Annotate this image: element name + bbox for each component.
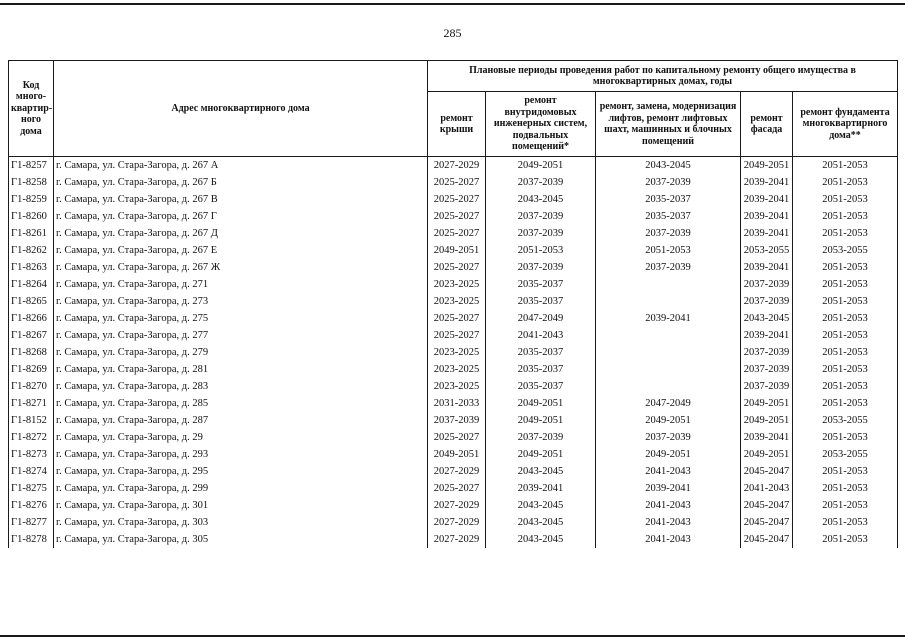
header-facade: ремонт фасада	[741, 92, 793, 157]
cell-foundation: 2053-2055	[793, 446, 898, 463]
cell-foundation: 2051-2053	[793, 531, 898, 548]
cell-roof: 2025-2027	[428, 174, 486, 191]
cell-code: Г1-8269	[9, 361, 54, 378]
cell-elevators: 2037-2039	[596, 225, 741, 242]
cell-roof: 2025-2027	[428, 225, 486, 242]
cell-address: г. Самара, ул. Стара-Загора, д. 301	[54, 497, 428, 514]
cell-elevators: 2035-2037	[596, 191, 741, 208]
cell-engineering: 2043-2045	[486, 191, 596, 208]
cell-foundation: 2051-2053	[793, 157, 898, 175]
cell-roof: 2025-2027	[428, 327, 486, 344]
cell-foundation: 2051-2053	[793, 497, 898, 514]
cell-code: Г1-8152	[9, 412, 54, 429]
cell-foundation: 2051-2053	[793, 293, 898, 310]
cell-elevators: 2049-2051	[596, 412, 741, 429]
cell-foundation: 2051-2053	[793, 361, 898, 378]
cell-roof: 2027-2029	[428, 157, 486, 175]
cell-foundation: 2051-2053	[793, 395, 898, 412]
table-row	[9, 174, 898, 191]
header-engineering: ремонт внутридомовых инженерных систем, подвальных помещений*	[486, 92, 596, 157]
cell-elevators: 2043-2045	[596, 157, 741, 175]
cell-foundation: 2051-2053	[793, 310, 898, 327]
top-rule	[0, 3, 905, 5]
table-body	[9, 157, 898, 549]
cell-engineering: 2049-2051	[486, 412, 596, 429]
table-row	[9, 310, 898, 327]
cell-foundation: 2051-2053	[793, 276, 898, 293]
cell-address: г. Самара, ул. Стара-Загора, д. 267 Д	[54, 225, 428, 242]
cell-foundation: 2051-2053	[793, 327, 898, 344]
table-row	[9, 191, 898, 208]
cell-foundation: 2053-2055	[793, 242, 898, 259]
page-number: 285	[443, 26, 462, 40]
cell-address: г. Самара, ул. Стара-Загора, д. 293	[54, 446, 428, 463]
cell-code: Г1-8274	[9, 463, 54, 480]
table-row	[9, 514, 898, 531]
cell-elevators	[596, 327, 741, 344]
cell-roof: 2023-2025	[428, 293, 486, 310]
cell-foundation: 2051-2053	[793, 463, 898, 480]
table-row	[9, 395, 898, 412]
cell-address: г. Самара, ул. Стара-Загора, д. 287	[54, 412, 428, 429]
header-roof: ремонт крыши	[428, 92, 486, 157]
cell-facade: 2049-2051	[741, 446, 793, 463]
cell-roof: 2027-2029	[428, 463, 486, 480]
cell-elevators: 2035-2037	[596, 208, 741, 225]
cell-facade: 2049-2051	[741, 412, 793, 429]
cell-facade: 2037-2039	[741, 378, 793, 395]
cell-code: Г1-8276	[9, 497, 54, 514]
cell-facade: 2037-2039	[741, 293, 793, 310]
cell-facade: 2045-2047	[741, 514, 793, 531]
cell-elevators	[596, 378, 741, 395]
cell-engineering: 2035-2037	[486, 361, 596, 378]
cell-engineering: 2041-2043	[486, 327, 596, 344]
cell-engineering: 2037-2039	[486, 174, 596, 191]
cell-facade: 2041-2043	[741, 480, 793, 497]
cell-facade: 2039-2041	[741, 174, 793, 191]
cell-address: г. Самара, ул. Стара-Загора, д. 29	[54, 429, 428, 446]
cell-code: Г1-8277	[9, 514, 54, 531]
cell-roof: 2025-2027	[428, 480, 486, 497]
cell-roof: 2023-2025	[428, 361, 486, 378]
cell-elevators: 2041-2043	[596, 497, 741, 514]
header-planned-periods: Плановые периоды проведения работ по капитальному ремонту общего имущества в многоквартирных домах, годы	[428, 61, 898, 92]
table-row	[9, 259, 898, 276]
table-row	[9, 293, 898, 310]
bottom-rule	[0, 635, 905, 637]
table-row	[9, 378, 898, 395]
cell-foundation: 2051-2053	[793, 480, 898, 497]
cell-code: Г1-8271	[9, 395, 54, 412]
cell-elevators	[596, 361, 741, 378]
cell-roof: 2049-2051	[428, 446, 486, 463]
table-row	[9, 276, 898, 293]
cell-address: г. Самара, ул. Стара-Загора, д. 267 Е	[54, 242, 428, 259]
cell-code: Г1-8275	[9, 480, 54, 497]
table-row	[9, 480, 898, 497]
cell-address: г. Самара, ул. Стара-Загора, д. 277	[54, 327, 428, 344]
cell-address: г. Самара, ул. Стара-Загора, д. 303	[54, 514, 428, 531]
table-row	[9, 429, 898, 446]
cell-facade: 2039-2041	[741, 429, 793, 446]
cell-engineering: 2035-2037	[486, 276, 596, 293]
cell-facade: 2039-2041	[741, 225, 793, 242]
cell-engineering: 2049-2051	[486, 157, 596, 175]
cell-foundation: 2051-2053	[793, 259, 898, 276]
cell-engineering: 2035-2037	[486, 344, 596, 361]
cell-facade: 2039-2041	[741, 259, 793, 276]
cell-roof: 2025-2027	[428, 429, 486, 446]
cell-address: г. Самара, ул. Стара-Загора, д. 271	[54, 276, 428, 293]
cell-elevators: 2037-2039	[596, 259, 741, 276]
cell-code: Г1-8273	[9, 446, 54, 463]
cell-engineering: 2035-2037	[486, 378, 596, 395]
cell-foundation: 2051-2053	[793, 514, 898, 531]
cell-elevators: 2041-2043	[596, 531, 741, 548]
cell-elevators: 2049-2051	[596, 446, 741, 463]
cell-foundation: 2051-2053	[793, 429, 898, 446]
header-address: Адрес многоквартирного дома	[54, 61, 428, 157]
cell-code: Г1-8258	[9, 174, 54, 191]
cell-facade: 2039-2041	[741, 208, 793, 225]
cell-address: г. Самара, ул. Стара-Загора, д. 285	[54, 395, 428, 412]
cell-elevators: 2037-2039	[596, 429, 741, 446]
cell-elevators	[596, 293, 741, 310]
cell-code: Г1-8264	[9, 276, 54, 293]
cell-roof: 2049-2051	[428, 242, 486, 259]
cell-roof: 2025-2027	[428, 310, 486, 327]
cell-roof: 2025-2027	[428, 259, 486, 276]
cell-foundation: 2051-2053	[793, 344, 898, 361]
cell-code: Г1-8270	[9, 378, 54, 395]
table-row	[9, 208, 898, 225]
cell-engineering: 2043-2045	[486, 514, 596, 531]
cell-elevators: 2041-2043	[596, 463, 741, 480]
cell-address: г. Самара, ул. Стара-Загора, д. 281	[54, 361, 428, 378]
cell-foundation: 2051-2053	[793, 208, 898, 225]
cell-engineering: 2035-2037	[486, 293, 596, 310]
cell-facade: 2045-2047	[741, 531, 793, 548]
cell-engineering: 2037-2039	[486, 429, 596, 446]
cell-code: Г1-8262	[9, 242, 54, 259]
cell-address: г. Самара, ул. Стара-Загора, д. 267 А	[54, 157, 428, 175]
cell-code: Г1-8267	[9, 327, 54, 344]
cell-engineering: 2047-2049	[486, 310, 596, 327]
cell-roof: 2025-2027	[428, 191, 486, 208]
cell-roof: 2027-2029	[428, 514, 486, 531]
cell-facade: 2039-2041	[741, 327, 793, 344]
table-row	[9, 242, 898, 259]
repair-schedule-table	[8, 60, 898, 548]
cell-address: г. Самара, ул. Стара-Загора, д. 267 Г	[54, 208, 428, 225]
cell-engineering: 2037-2039	[486, 259, 596, 276]
cell-code: Г1-8265	[9, 293, 54, 310]
cell-elevators: 2039-2041	[596, 480, 741, 497]
cell-roof: 2025-2027	[428, 208, 486, 225]
cell-engineering: 2051-2053	[486, 242, 596, 259]
cell-facade: 2043-2045	[741, 310, 793, 327]
cell-elevators: 2041-2043	[596, 514, 741, 531]
table-row	[9, 327, 898, 344]
cell-address: г. Самара, ул. Стара-Загора, д. 283	[54, 378, 428, 395]
cell-code: Г1-8268	[9, 344, 54, 361]
cell-code: Г1-8257	[9, 157, 54, 175]
cell-elevators: 2047-2049	[596, 395, 741, 412]
header-code: Код много-квартир-ного дома	[9, 61, 54, 157]
cell-code: Г1-8272	[9, 429, 54, 446]
cell-elevators	[596, 344, 741, 361]
header-foundation: ремонт фундамента многоквартирного дома**	[793, 92, 898, 157]
cell-code: Г1-8259	[9, 191, 54, 208]
cell-facade: 2045-2047	[741, 463, 793, 480]
cell-address: г. Самара, ул. Стара-Загора, д. 299	[54, 480, 428, 497]
cell-address: г. Самара, ул. Стара-Загора, д. 295	[54, 463, 428, 480]
cell-facade: 2039-2041	[741, 191, 793, 208]
cell-foundation: 2051-2053	[793, 378, 898, 395]
cell-engineering: 2039-2041	[486, 480, 596, 497]
cell-engineering: 2043-2045	[486, 497, 596, 514]
cell-facade: 2053-2055	[741, 242, 793, 259]
cell-foundation: 2053-2055	[793, 412, 898, 429]
cell-roof: 2023-2025	[428, 276, 486, 293]
cell-address: г. Самара, ул. Стара-Загора, д. 279	[54, 344, 428, 361]
cell-facade: 2037-2039	[741, 361, 793, 378]
cell-engineering: 2043-2045	[486, 463, 596, 480]
cell-elevators: 2039-2041	[596, 310, 741, 327]
cell-address: г. Самара, ул. Стара-Загора, д. 273	[54, 293, 428, 310]
cell-foundation: 2051-2053	[793, 174, 898, 191]
cell-code: Г1-8260	[9, 208, 54, 225]
cell-address: г. Самара, ул. Стара-Загора, д. 267 Ж	[54, 259, 428, 276]
cell-roof: 2037-2039	[428, 412, 486, 429]
header-elevators: ремонт, замена, модернизация лифтов, ремонт лифтовых шахт, машинных и блочных помещений	[596, 92, 741, 157]
cell-roof: 2031-2033	[428, 395, 486, 412]
cell-code: Г1-8266	[9, 310, 54, 327]
cell-code: Г1-8263	[9, 259, 54, 276]
table-row	[9, 344, 898, 361]
table-row	[9, 361, 898, 378]
cell-address: г. Самара, ул. Стара-Загора, д. 267 В	[54, 191, 428, 208]
cell-engineering: 2037-2039	[486, 208, 596, 225]
cell-address: г. Самара, ул. Стара-Загора, д. 275	[54, 310, 428, 327]
cell-facade: 2049-2051	[741, 157, 793, 175]
cell-engineering: 2049-2051	[486, 446, 596, 463]
cell-engineering: 2043-2045	[486, 531, 596, 548]
cell-roof: 2027-2029	[428, 497, 486, 514]
cell-foundation: 2051-2053	[793, 191, 898, 208]
table-row	[9, 463, 898, 480]
cell-facade: 2037-2039	[741, 344, 793, 361]
table-row	[9, 225, 898, 242]
cell-roof: 2023-2025	[428, 378, 486, 395]
table-row	[9, 497, 898, 514]
cell-address: г. Самара, ул. Стара-Загора, д. 267 Б	[54, 174, 428, 191]
cell-roof: 2027-2029	[428, 531, 486, 548]
cell-engineering: 2037-2039	[486, 225, 596, 242]
table-row	[9, 531, 898, 548]
cell-facade: 2049-2051	[741, 395, 793, 412]
cell-roof: 2023-2025	[428, 344, 486, 361]
cell-foundation: 2051-2053	[793, 225, 898, 242]
cell-code: Г1-8278	[9, 531, 54, 548]
table-row	[9, 412, 898, 429]
cell-elevators: 2051-2053	[596, 242, 741, 259]
table-row	[9, 157, 898, 175]
cell-code: Г1-8261	[9, 225, 54, 242]
cell-engineering: 2049-2051	[486, 395, 596, 412]
cell-facade: 2037-2039	[741, 276, 793, 293]
cell-address: г. Самара, ул. Стара-Загора, д. 305	[54, 531, 428, 548]
cell-elevators	[596, 276, 741, 293]
cell-facade: 2045-2047	[741, 497, 793, 514]
cell-elevators: 2037-2039	[596, 174, 741, 191]
table-row	[9, 446, 898, 463]
